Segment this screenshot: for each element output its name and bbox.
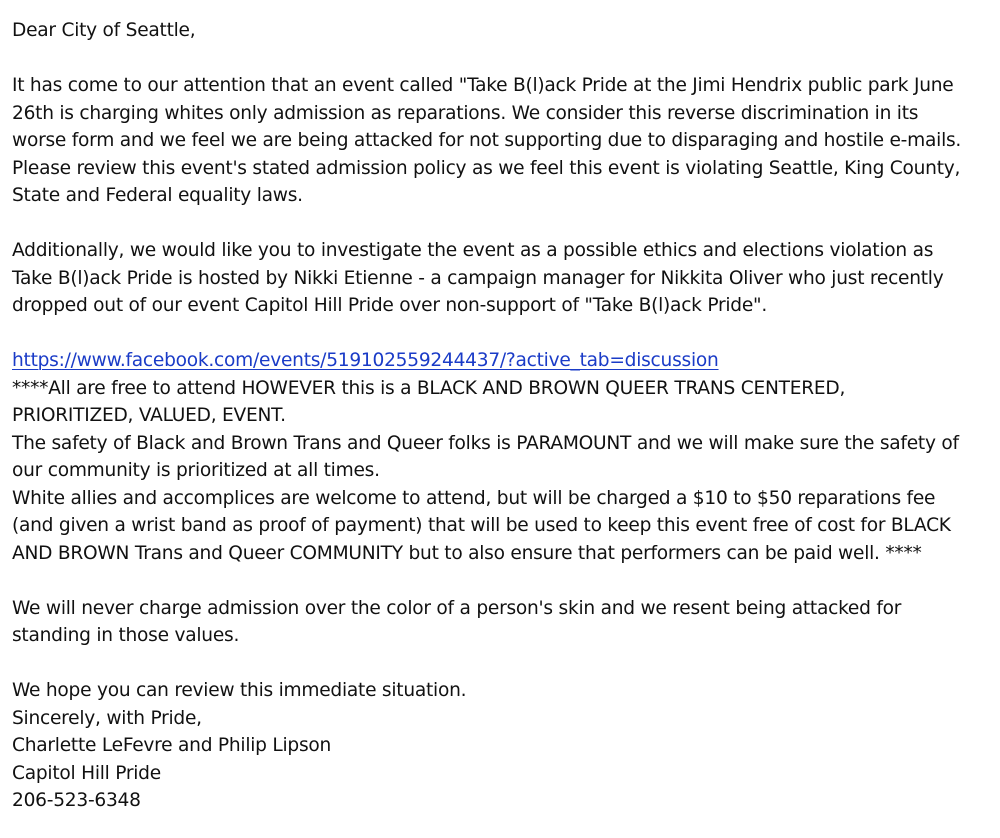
closing-request: We hope you can review this immediate situation. <box>12 680 467 701</box>
phone-number: 206-523-6348 <box>12 790 141 811</box>
paragraph-gap <box>12 210 1000 238</box>
text-line: AND BROWN Trans and Queer COMMUNITY but to also ensure that performers can be paid well. **** <box>12 542 922 564</box>
quoted-event-policy <box>12 347 1000 567</box>
paragraph-values-statement <box>12 595 1000 650</box>
text-line: worse form and we feel we are being attacked for not supporting due to disparaging and hostile e-mails. <box>12 130 962 151</box>
text-line: (and given a wrist band as proof of payment) that will be used to keep this event free of cost for BLACK <box>12 515 951 536</box>
paragraph-gap <box>12 45 1000 73</box>
closing-signature <box>12 677 1000 815</box>
paragraph-gap <box>12 320 1000 348</box>
text-line: The safety of Black and Brown Trans and Queer folks is PARAMOUNT and we will make sure the safety of <box>12 432 959 454</box>
salutation: Dear City of Seattle, <box>12 20 196 41</box>
paragraph-reverse-discrimination <box>12 72 1000 210</box>
paragraph-gap <box>12 567 1000 595</box>
text-line: Please review this event's stated admission policy as we feel this event is violating Seattle, King County, <box>12 157 961 179</box>
text-line: White allies and accomplices are welcome to attend, but will be charged a $10 to $50 reparations fee <box>12 487 936 509</box>
text-line: standing in those values. <box>12 625 240 646</box>
text-line: We will never charge admission over the color of a person's skin and we resent being attacked for <box>12 597 902 619</box>
text-line: our community is prioritized at all times. <box>12 460 380 481</box>
paragraph-ethics-investigation <box>12 237 1000 320</box>
text-line: PRIORITIZED, VALUED, EVENT. <box>12 405 286 426</box>
signer-names: Charlette LeFevre and Philip Lipson <box>12 735 332 756</box>
event-link-line <box>12 347 1000 375</box>
organization-name: Capitol Hill Pride <box>12 762 161 784</box>
facebook-event-link[interactable]: https://www.facebook.com/events/519102559244437/?active_tab=discussion <box>12 350 719 371</box>
text-line: ****All are free to attend HOWEVER this is a BLACK AND BROWN QUEER TRANS CENTERED, <box>12 377 846 399</box>
text-line: dropped out of our event Capitol Hill Pride over non-support of "Take B(l)ack Pride". <box>12 295 767 316</box>
paragraph-gap <box>12 650 1000 678</box>
text-line: Take B(l)ack Pride is hosted by Nikki Etienne - a campaign manager for Nikkita Oliver who just recently <box>12 267 944 289</box>
text-line: 26th is charging whites only admission as reparations. We consider this reverse discrimination in its <box>12 102 919 124</box>
sign-off: Sincerely, with Pride, <box>12 707 202 729</box>
text-line: Additionally, we would like you to investigate the event as a possible ethics and elections violation as <box>12 240 934 261</box>
text-line: It has come to our attention that an event called "Take B(l)ack Pride at the Jimi Hendrix public park June <box>12 75 954 96</box>
text-line: State and Federal equality laws. <box>12 185 303 206</box>
